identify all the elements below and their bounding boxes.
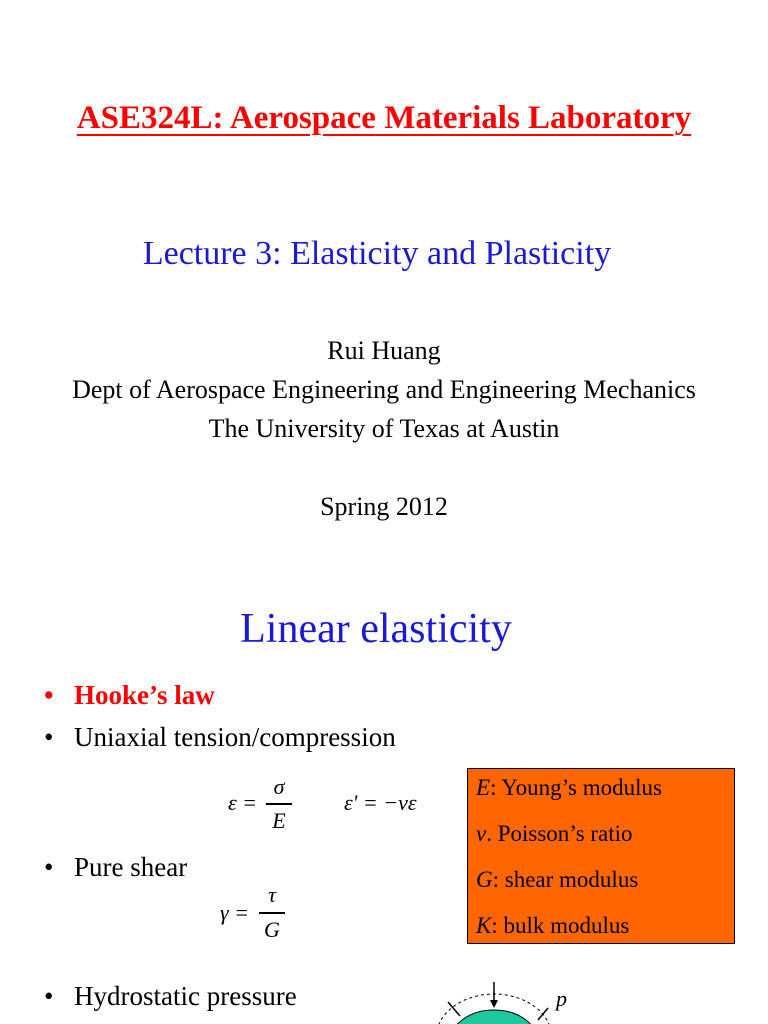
bullet-label: Pure shear: [74, 852, 188, 882]
department: Dept of Aerospace Engineering and Engineering Mechanics: [72, 375, 696, 404]
lecture-title: Lecture 3: Elasticity and Plasticity: [142, 235, 612, 272]
bullet-hydrostatic: [44, 981, 297, 1012]
bullet-dot: •: [44, 680, 54, 710]
equation-denominator: G: [264, 917, 280, 942]
equation-denominator: E: [272, 808, 286, 833]
bullet-label: Hydrostatic pressure: [74, 981, 297, 1011]
bullet-label: Uniaxial tension/compression: [74, 722, 396, 752]
pressure-arrow-right: [538, 1008, 548, 1020]
pressure-label: p: [556, 986, 567, 1011]
slide-title: Linear elasticity: [240, 606, 512, 652]
definition-text: : bulk modulus: [491, 913, 630, 938]
definition-text: : shear modulus: [492, 867, 639, 892]
equation-numerator: τ: [268, 882, 276, 907]
equation-lhs: γ =: [220, 900, 250, 925]
author-name: Rui Huang: [327, 336, 441, 365]
arrowhead-icon: [490, 1000, 498, 1008]
bullet-uniaxial: [44, 722, 396, 753]
bullet-dot: •: [44, 981, 54, 1011]
definition-bulk-modulus: [476, 913, 629, 939]
bullet-hookes-law: [44, 680, 215, 711]
term: Spring 2012: [320, 492, 448, 521]
course-title: ASE324L: Aerospace Materials Laboratory: [76, 100, 692, 136]
bullet-pure-shear: [44, 852, 187, 883]
definition-youngs-modulus: [476, 775, 662, 801]
equation-numerator: σ: [273, 774, 285, 799]
bullet-dot: •: [44, 852, 54, 882]
symbol: E: [476, 775, 491, 800]
lateral-strain-equation: ε' = −νε: [344, 790, 417, 815]
symbol: K: [476, 913, 492, 938]
symbol: ν: [476, 821, 487, 846]
symbol: G: [476, 867, 493, 892]
equation-lhs: ε =: [228, 790, 258, 815]
sphere: [450, 1010, 538, 1024]
definition-text: . Poisson’s ratio: [486, 821, 633, 846]
university: The University of Texas at Austin: [208, 414, 560, 443]
fraction-bar: [259, 912, 285, 914]
definition-text: : Young’s modulus: [490, 775, 662, 800]
fraction-bar: [266, 803, 292, 805]
bullet-label: Hooke’s law: [74, 680, 215, 710]
definitions-box: [467, 768, 735, 944]
bullet-dot: •: [44, 722, 54, 752]
definition-poissons-ratio: [476, 821, 633, 847]
definition-shear-modulus: [476, 867, 638, 893]
